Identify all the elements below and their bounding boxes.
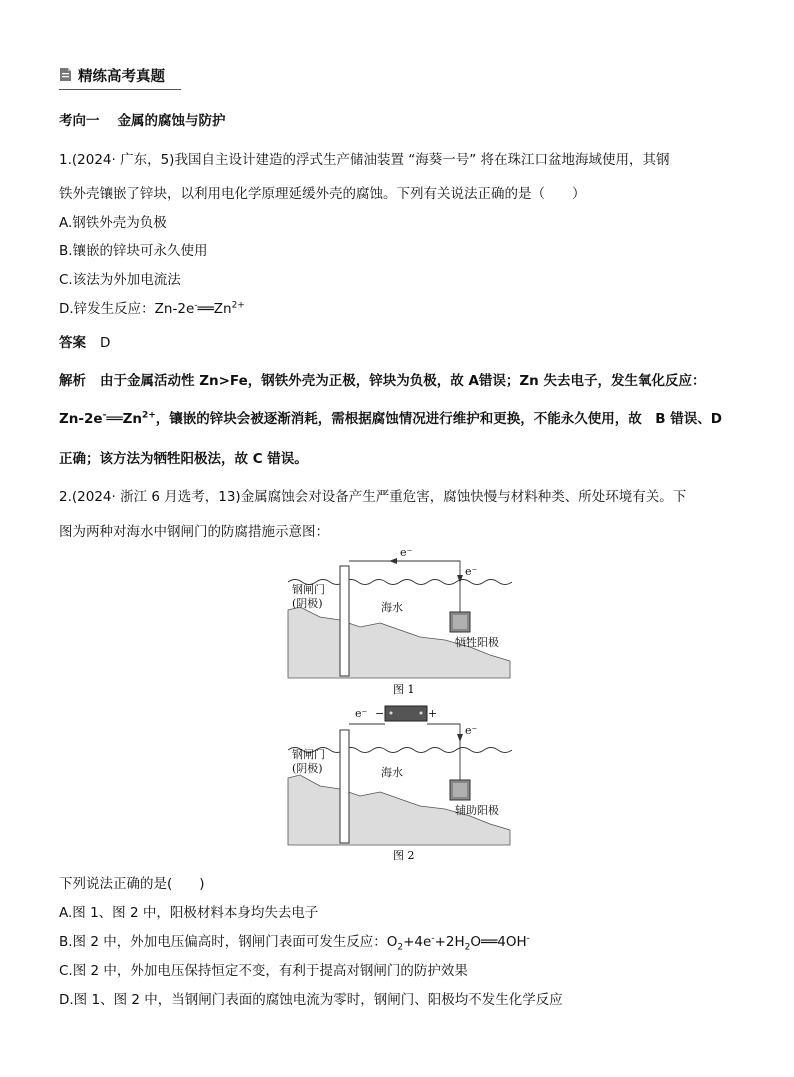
gate-label: 钢闸门 [292, 583, 325, 596]
steel-gate [340, 566, 349, 676]
document-icon [59, 67, 72, 82]
section-title: 精练高考真题 [78, 69, 165, 85]
steel-gate [340, 730, 349, 843]
electron-label-right: e⁻ [465, 565, 478, 578]
q1-answer [59, 331, 110, 351]
q1-analysis-line3: 正确；该方法为牺牲阳极法，故 C 错误。 [59, 451, 308, 467]
topic-label: 考向一 [59, 113, 100, 129]
q2-option-b: B.图 2 中，外加电压偏高时，钢闸门表面可发生反应：$O_2+4e^-+2H_2O══4OH^-$ [59, 933, 530, 953]
gate-label: 钢闸门 [292, 748, 325, 761]
figure-2-diagram [285, 700, 515, 865]
figure-1-caption: 图 1 [393, 683, 415, 696]
plus-sign: + [428, 707, 438, 720]
section-header [59, 63, 181, 90]
anode-label: 牺牲阳极 [455, 636, 499, 649]
q2-stem-line1: 2.(2024· 浙江 6 月选考，13)金属腐蚀会对设备产生严重危害，腐蚀快慢与材料种类、所处环境有关。下 [59, 489, 687, 505]
minus-sign: − [375, 707, 385, 720]
topic-title: 金属的腐蚀与防护 [117, 113, 226, 129]
answer-value: D [100, 335, 111, 351]
q1-analysis-line1: 解析 由于金属活动性 Zn>Fe，钢铁外壳为正极，锌块为负极，故 A错误；Zn 失去电子，发生氧化反应： [59, 373, 706, 389]
wire [349, 724, 460, 780]
q2-option-c: C.图 2 中，外加电压保持恒定不变，有利于提高对钢闸门的防护效果 [59, 963, 468, 979]
figure-2-caption: 图 2 [393, 849, 415, 862]
seawater-label: 海水 [381, 601, 403, 614]
q2-option-a: A.图 1、图 2 中，阳极材料本身均失去电子 [59, 905, 319, 921]
topic-heading [59, 109, 226, 129]
electron-label-right: e⁻ [465, 724, 478, 737]
gate-sub-label: (阴极) [292, 597, 323, 610]
answer-label: 答案 [59, 335, 86, 351]
q2-option-d: D.图 1、图 2 中，当钢闸门表面的腐蚀电流为零时，钢闸门、阳极均不发生化学反应 [59, 992, 563, 1008]
q1-option-c: C.该法为外加电流法 [59, 272, 181, 288]
electron-label-left: e⁻ [355, 707, 368, 720]
q1-stem-line1: 1.(2024· 广东，5)我国自主设计建造的浮式生产储油装置 “海葵一号” 将在珠江口盆地海域使用，其钢 [59, 152, 670, 168]
q1-stem-line2: 铁外壳镶嵌了锌块，以利用电化学原理延缓外壳的腐蚀。下列有关说法正确的是（ ） [59, 186, 586, 202]
electron-label-top: e⁻ [400, 546, 413, 559]
q1-option-b: B.镶嵌的锌块可永久使用 [59, 243, 208, 259]
q1-option-a: A.钢铁外壳为负极 [59, 215, 167, 231]
analysis-label: 解析 [59, 373, 86, 389]
wire [349, 561, 460, 612]
arrow-left-icon [389, 558, 397, 564]
figure-1-diagram [285, 545, 515, 700]
q2-question-stem: 下列说法正确的是( ) [59, 876, 205, 892]
q2-stem-line2: 图为两种对海水中钢闸门的防腐措施示意图： [59, 524, 329, 540]
q1-option-d: D.锌发生反应：$Zn-2e^-══Zn^{2+}$ [59, 300, 245, 317]
seawater-label: 海水 [381, 766, 403, 779]
arrow-down-icon [457, 734, 463, 742]
q1-analysis-line2: $Zn-2e^-══Zn^{2+}$，镶嵌的锌块会被逐渐消耗，需根据腐蚀情况进行维护和更换，不能永久使用，故 B 错误、D [59, 410, 722, 427]
anode-label: 辅助阳极 [455, 804, 499, 817]
arrow-down-icon [457, 575, 463, 583]
gate-sub-label: (阴极) [292, 762, 323, 775]
